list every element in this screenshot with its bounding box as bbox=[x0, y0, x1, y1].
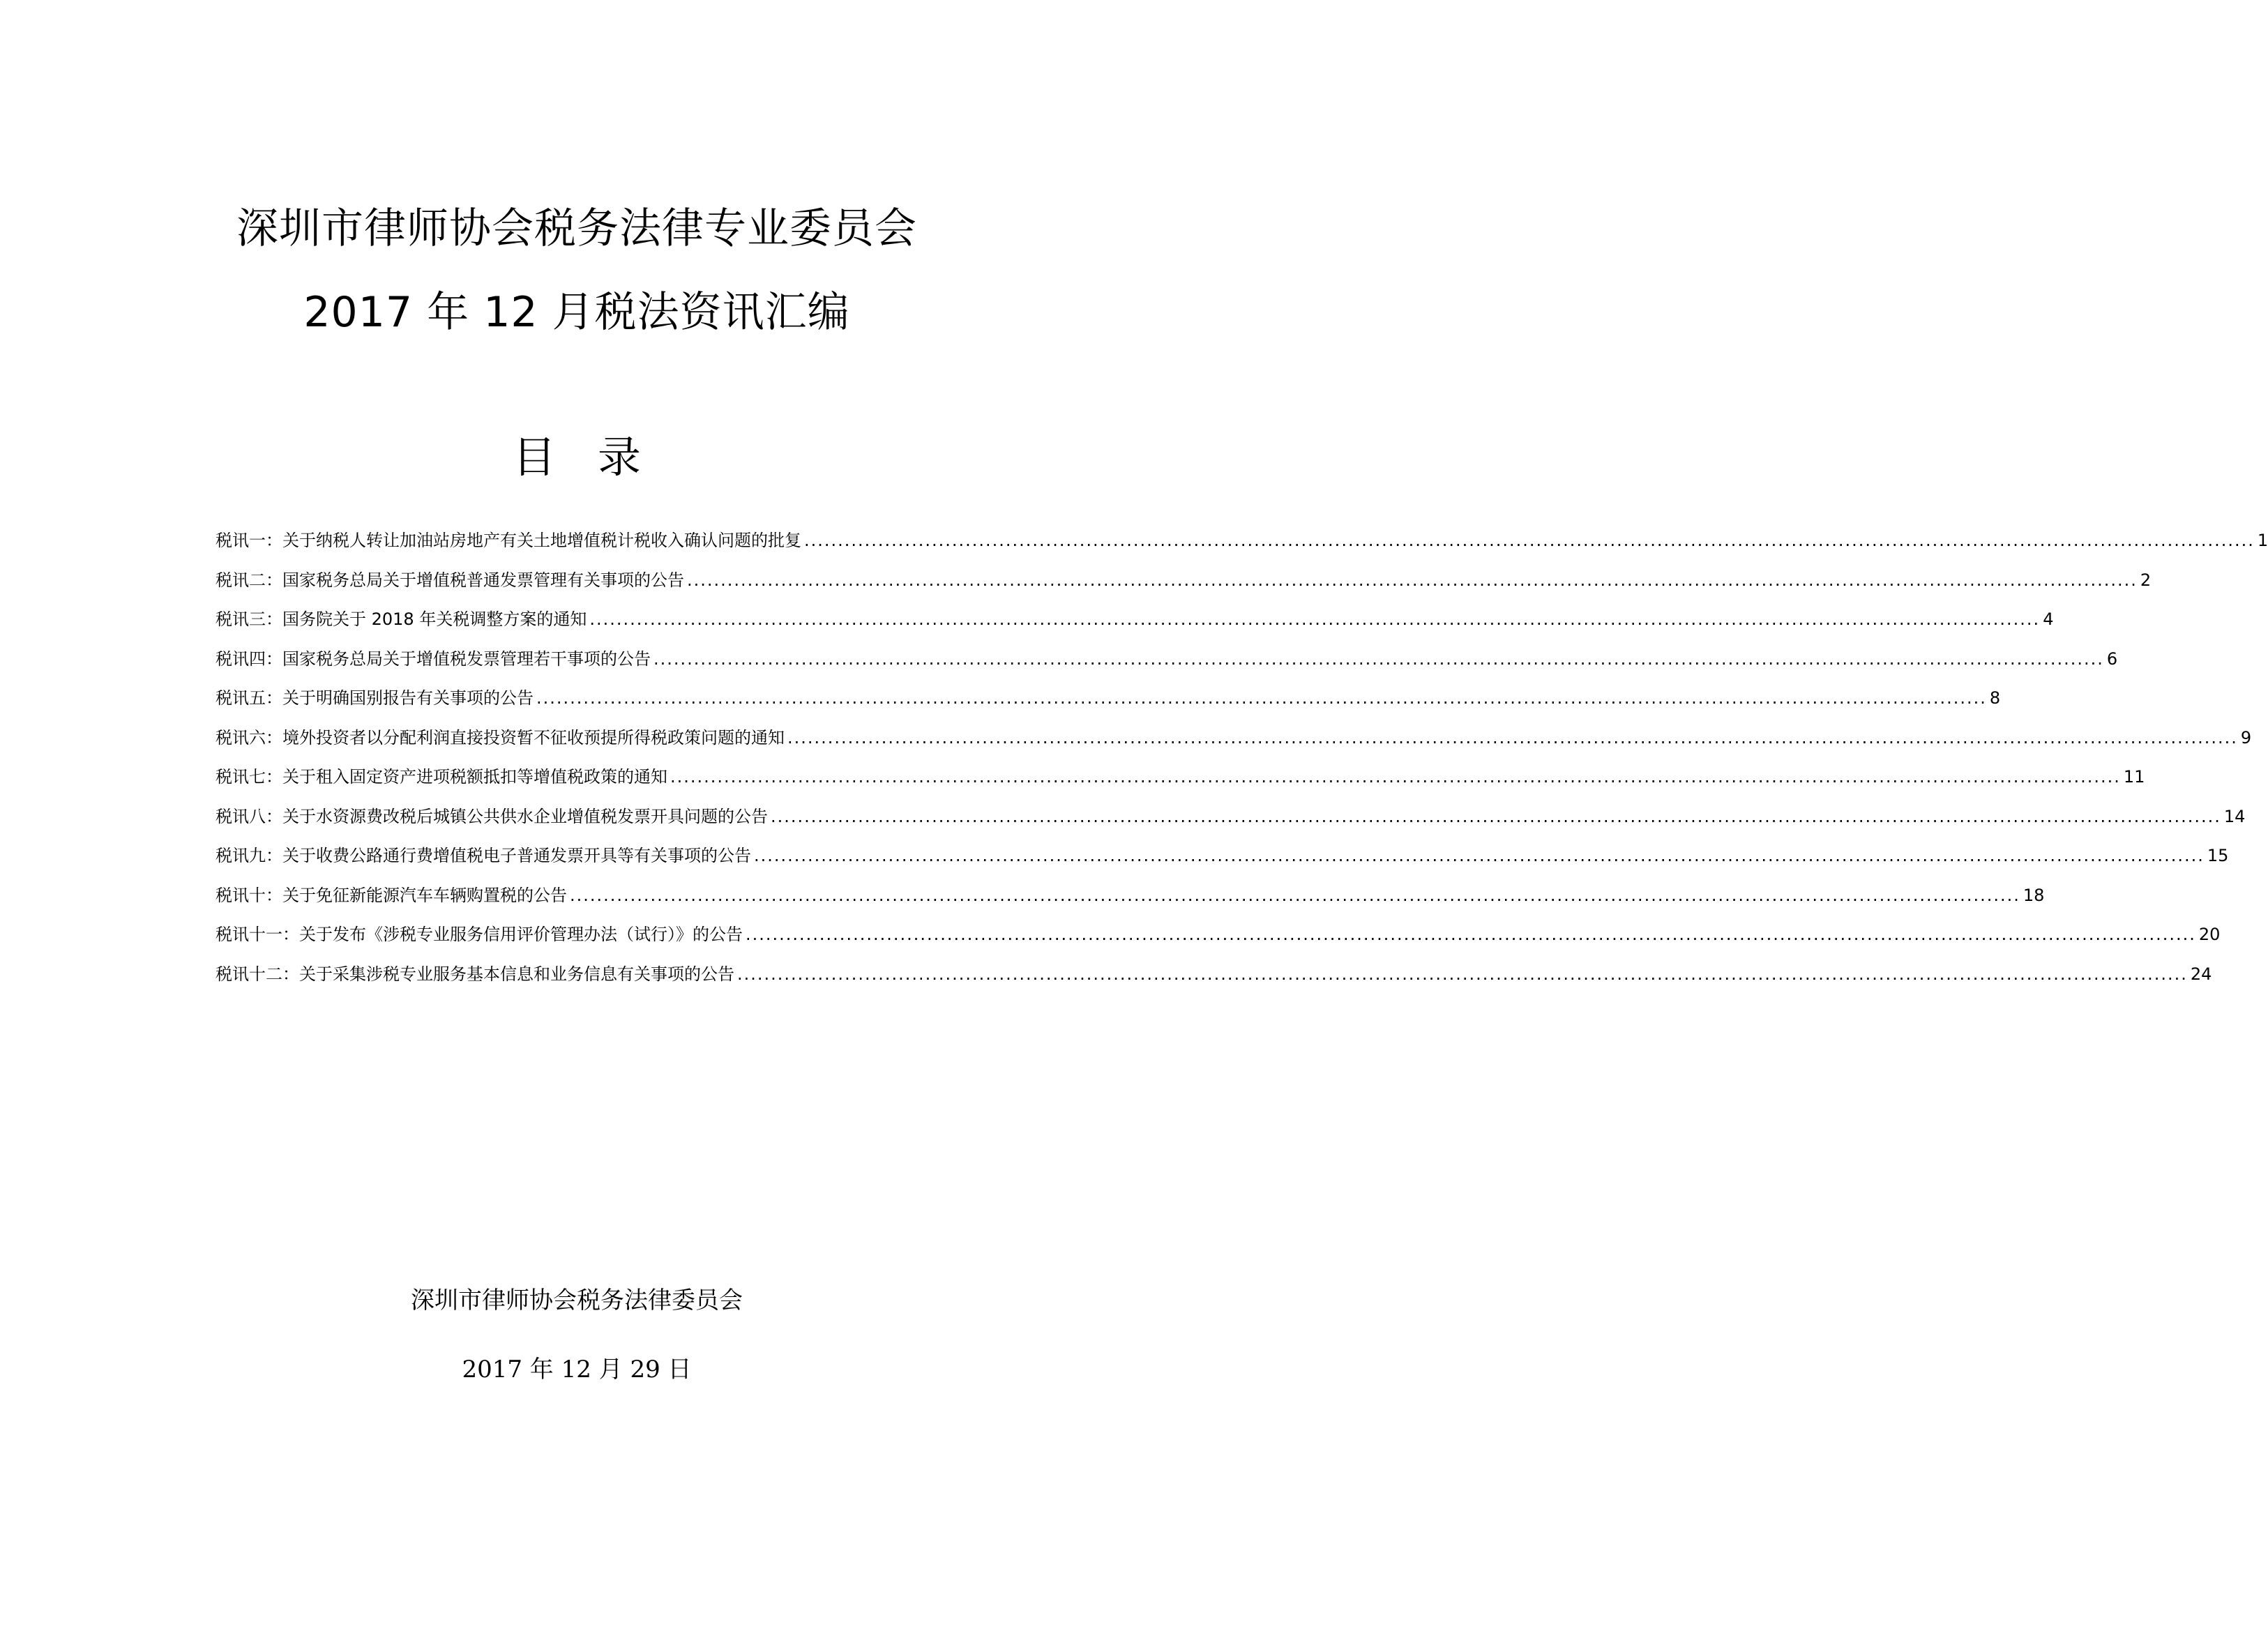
toc-entry-label: 税讯一： bbox=[216, 531, 282, 550]
toc-entry-page: 4 bbox=[2043, 609, 2054, 629]
toc-leader-dots bbox=[589, 607, 2040, 631]
toc-entry[interactable] bbox=[216, 844, 2229, 883]
toc-entry[interactable] bbox=[216, 607, 2054, 647]
toc-leader-dots bbox=[746, 923, 2196, 946]
toc-leader-dots bbox=[771, 805, 2221, 828]
toc-entry-label: 税讯十一： bbox=[216, 925, 299, 944]
toc-entry[interactable] bbox=[216, 923, 2221, 962]
toc-entry-text: 关于收费公路通行费增值税电子普通发票开具等有关事项的公告 bbox=[282, 846, 751, 865]
toc-entry-page: 2 bbox=[2140, 570, 2152, 590]
toc-entry-page: 18 bbox=[2023, 885, 2045, 905]
toc-entry-text: 国家税务总局关于增值税普通发票管理有关事项的公告 bbox=[282, 570, 684, 590]
toc-entry-text: 关于采集涉税专业服务基本信息和业务信息有关事项的公告 bbox=[299, 964, 734, 984]
toc-entry-text: 境外投资者以分配利润直接投资暂不征收预提所得税政策问题的通知 bbox=[282, 727, 785, 748]
table-of-contents bbox=[216, 529, 2268, 1001]
toc-entry[interactable] bbox=[216, 647, 2118, 687]
toc-entry-label: 税讯三： bbox=[216, 609, 282, 629]
toc-entry-label: 税讯九： bbox=[216, 846, 282, 865]
toc-heading: 目录 bbox=[512, 432, 683, 483]
toc-entry[interactable] bbox=[216, 805, 2246, 844]
toc-entry-text: 国家税务总局关于增值税发票管理若干事项的公告 bbox=[282, 648, 651, 669]
toc-entry[interactable] bbox=[216, 568, 2152, 608]
toc-leader-dots bbox=[754, 844, 2205, 867]
toc-entry[interactable] bbox=[216, 765, 2145, 805]
toc-entry-label: 税讯四： bbox=[216, 648, 282, 669]
toc-leader-dots bbox=[687, 568, 2138, 592]
document-subtitle: 2017 年 12 月税法资讯汇编 bbox=[303, 288, 850, 337]
toc-entry-text: 关于免征新能源汽车车辆购置税的公告 bbox=[282, 885, 567, 905]
toc-leader-dots bbox=[787, 726, 2238, 750]
toc-entry-text: 关于明确国别报告有关事项的公告 bbox=[282, 688, 534, 708]
toc-leader-dots bbox=[536, 686, 1987, 710]
toc-entry[interactable] bbox=[216, 529, 2268, 568]
toc-entry-text: 关于租入固定资产进项税额抵扣等增值税政策的通知 bbox=[282, 767, 667, 787]
toc-leader-dots bbox=[570, 883, 2020, 907]
toc-leader-dots bbox=[670, 765, 2121, 789]
footer-date: 2017 年 12 月 29 日 bbox=[462, 1356, 692, 1383]
toc-leader-dots bbox=[804, 529, 2255, 552]
toc-entry-page: 1 bbox=[2257, 531, 2268, 550]
toc-entry-label: 税讯七： bbox=[216, 767, 282, 787]
toc-entry-page: 15 bbox=[2207, 846, 2229, 865]
toc-entry-page: 9 bbox=[2240, 727, 2252, 748]
toc-entry-page: 24 bbox=[2190, 964, 2212, 984]
toc-entry-text: 关于水资源费改税后城镇公共供水企业增值税发票开具问题的公告 bbox=[282, 806, 768, 826]
toc-entry-page: 8 bbox=[1989, 688, 2001, 708]
toc-entry-label: 税讯六： bbox=[216, 727, 282, 748]
toc-entry-label: 税讯八： bbox=[216, 806, 282, 826]
toc-entry[interactable] bbox=[216, 686, 2001, 726]
toc-entry[interactable] bbox=[216, 883, 2045, 923]
toc-entry-page: 20 bbox=[2198, 925, 2221, 944]
toc-entry[interactable] bbox=[216, 962, 2212, 1002]
toc-entry-page: 11 bbox=[2123, 767, 2145, 787]
footer-organization: 深圳市律师协会税务法律委员会 bbox=[411, 1287, 743, 1314]
toc-entry-page: 6 bbox=[2106, 648, 2118, 669]
toc-leader-dots bbox=[737, 962, 2188, 986]
toc-entry-label: 税讯二： bbox=[216, 570, 282, 590]
toc-entry-label: 税讯十二： bbox=[216, 964, 299, 984]
toc-leader-dots bbox=[653, 647, 2104, 671]
toc-entry-text: 国务院关于 2018 年关税调整方案的通知 bbox=[282, 609, 587, 629]
toc-entry[interactable] bbox=[216, 726, 2252, 766]
toc-entry-text: 关于发布《涉税专业服务信用评价管理办法（试行）》的公告 bbox=[299, 925, 743, 944]
document-title: 深圳市律师协会税务法律专业委员会 bbox=[236, 204, 917, 253]
toc-entry-page: 14 bbox=[2223, 806, 2246, 826]
toc-entry-label: 税讯五： bbox=[216, 688, 282, 708]
toc-entry-label: 税讯十： bbox=[216, 885, 282, 905]
toc-entry-text: 关于纳税人转让加油站房地产有关土地增值税计税收入确认问题的批复 bbox=[282, 531, 801, 550]
